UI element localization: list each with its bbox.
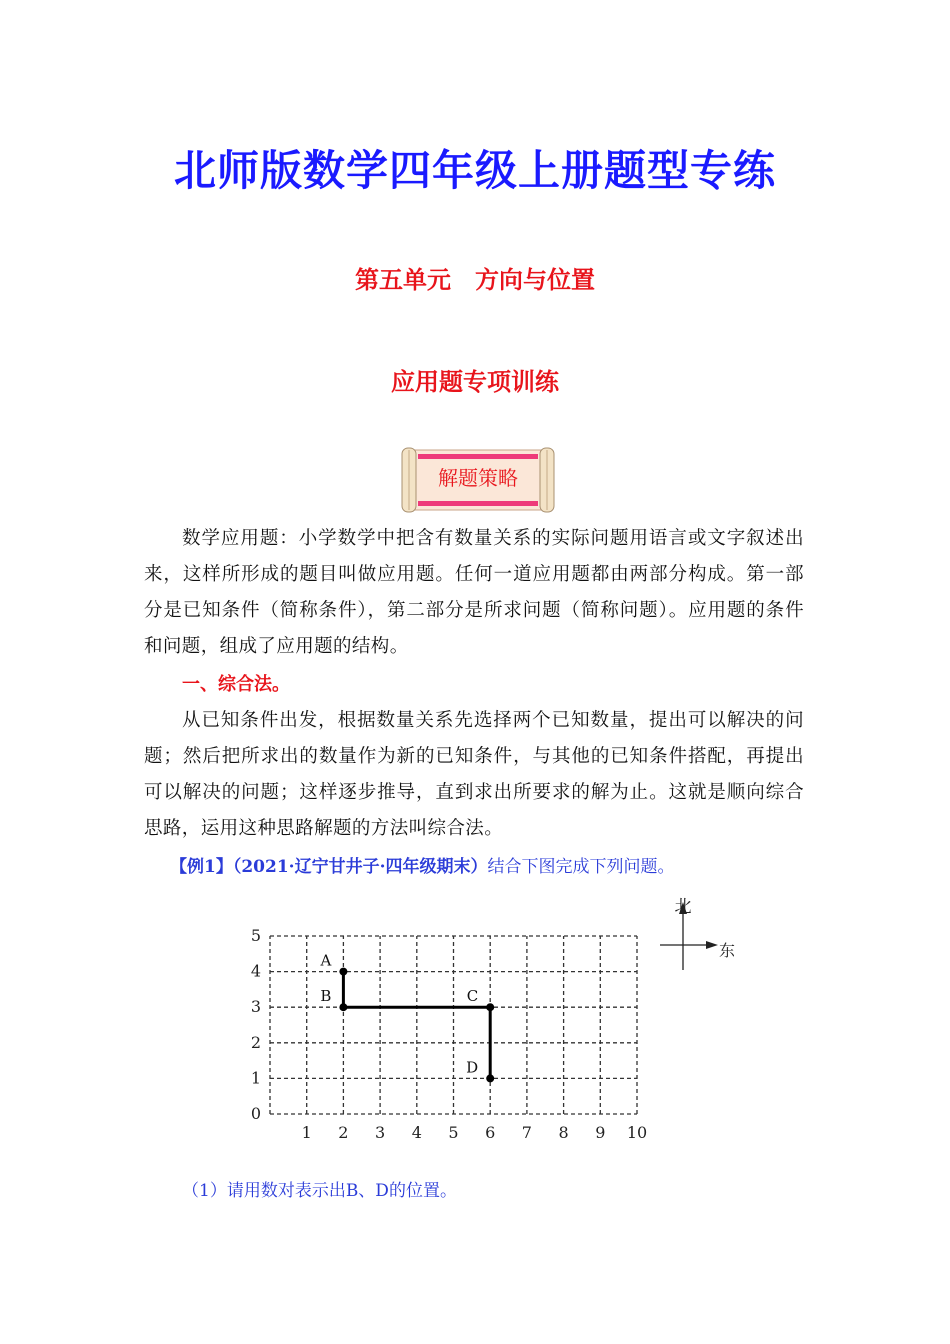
compass-east-label: 东	[719, 941, 736, 960]
y-tick-label: 0	[250, 1104, 262, 1123]
point-a-marker	[339, 968, 347, 976]
x-tick-label: 1	[301, 1123, 312, 1142]
unit-title: 第五单元 方向与位置	[355, 266, 595, 294]
x-tick-label: 9	[595, 1123, 606, 1142]
scroll-label: 解题策略	[438, 466, 518, 490]
point-d-label: D	[466, 1058, 479, 1077]
x-tick-label: 5	[448, 1123, 459, 1142]
axis-labels	[251, 926, 647, 1142]
question-1: （1）请用数对表示出B、D的位置。	[182, 1181, 457, 1201]
main-title: 北师版数学四年级上册题型专练	[173, 146, 776, 195]
section-heading: 一、综合法。	[182, 674, 290, 695]
point-b-marker	[339, 1003, 347, 1011]
strategy-scroll-banner	[398, 444, 558, 516]
coordinate-grid-chart	[0, 890, 950, 1150]
x-tick-label: 6	[485, 1123, 496, 1142]
intro-paragraph: 数学应用题：小学数学中把含有数量关系的实际问题用语言或文字叙述出来，这样所形成的题目叫做应用题。任何一道应用题都由两部分构成。第一部分是已知条件（简称条件），第二部分是所求问题（简称问题）。应用题的条件和问题，组成了应用题的结构。	[144, 528, 804, 657]
y-tick-label: 4	[250, 961, 262, 981]
point-a-label: A	[320, 951, 332, 970]
point-c-label: C	[466, 987, 479, 1006]
point-d-marker	[486, 1074, 494, 1082]
compass-north-label: 北	[674, 897, 692, 917]
x-tick-label: 4	[411, 1123, 422, 1142]
x-tick-label: 2	[338, 1123, 349, 1142]
y-tick-label: 3	[250, 997, 262, 1017]
x-tick-label: 7	[521, 1123, 532, 1142]
compass	[660, 897, 735, 970]
point-c-marker	[486, 1003, 494, 1011]
y-tick-label: 2	[250, 1032, 262, 1052]
x-tick-label: 8	[558, 1123, 569, 1142]
x-tick-label: 3	[375, 1123, 386, 1142]
point-b-label: B	[320, 987, 332, 1006]
example-prompt: 结合下图完成下列问题。	[487, 857, 675, 877]
east-arrow-icon	[706, 941, 718, 949]
sub-title: 应用题专项训练	[391, 368, 559, 396]
method-paragraph: 从已知条件出发，根据数量关系先选择两个已知数量，提出可以解决的问题；然后把所求出的数量作为新的已知条件，与其他的已知条件搭配，再提出可以解决的问题；这样逐步推导，直到求出所要求的解为止。这就是顺向综合思路，运用这种思路解题的方法叫综合法。	[144, 710, 804, 839]
x-tick-label: 10	[626, 1123, 648, 1142]
example-tag: 【例1】	[170, 857, 233, 877]
y-tick-label: 5	[250, 926, 262, 945]
example-source: （2021·辽宁甘井子·四年级期末）	[232, 857, 488, 877]
example-line	[170, 851, 675, 883]
y-tick-label: 1	[250, 1068, 262, 1088]
